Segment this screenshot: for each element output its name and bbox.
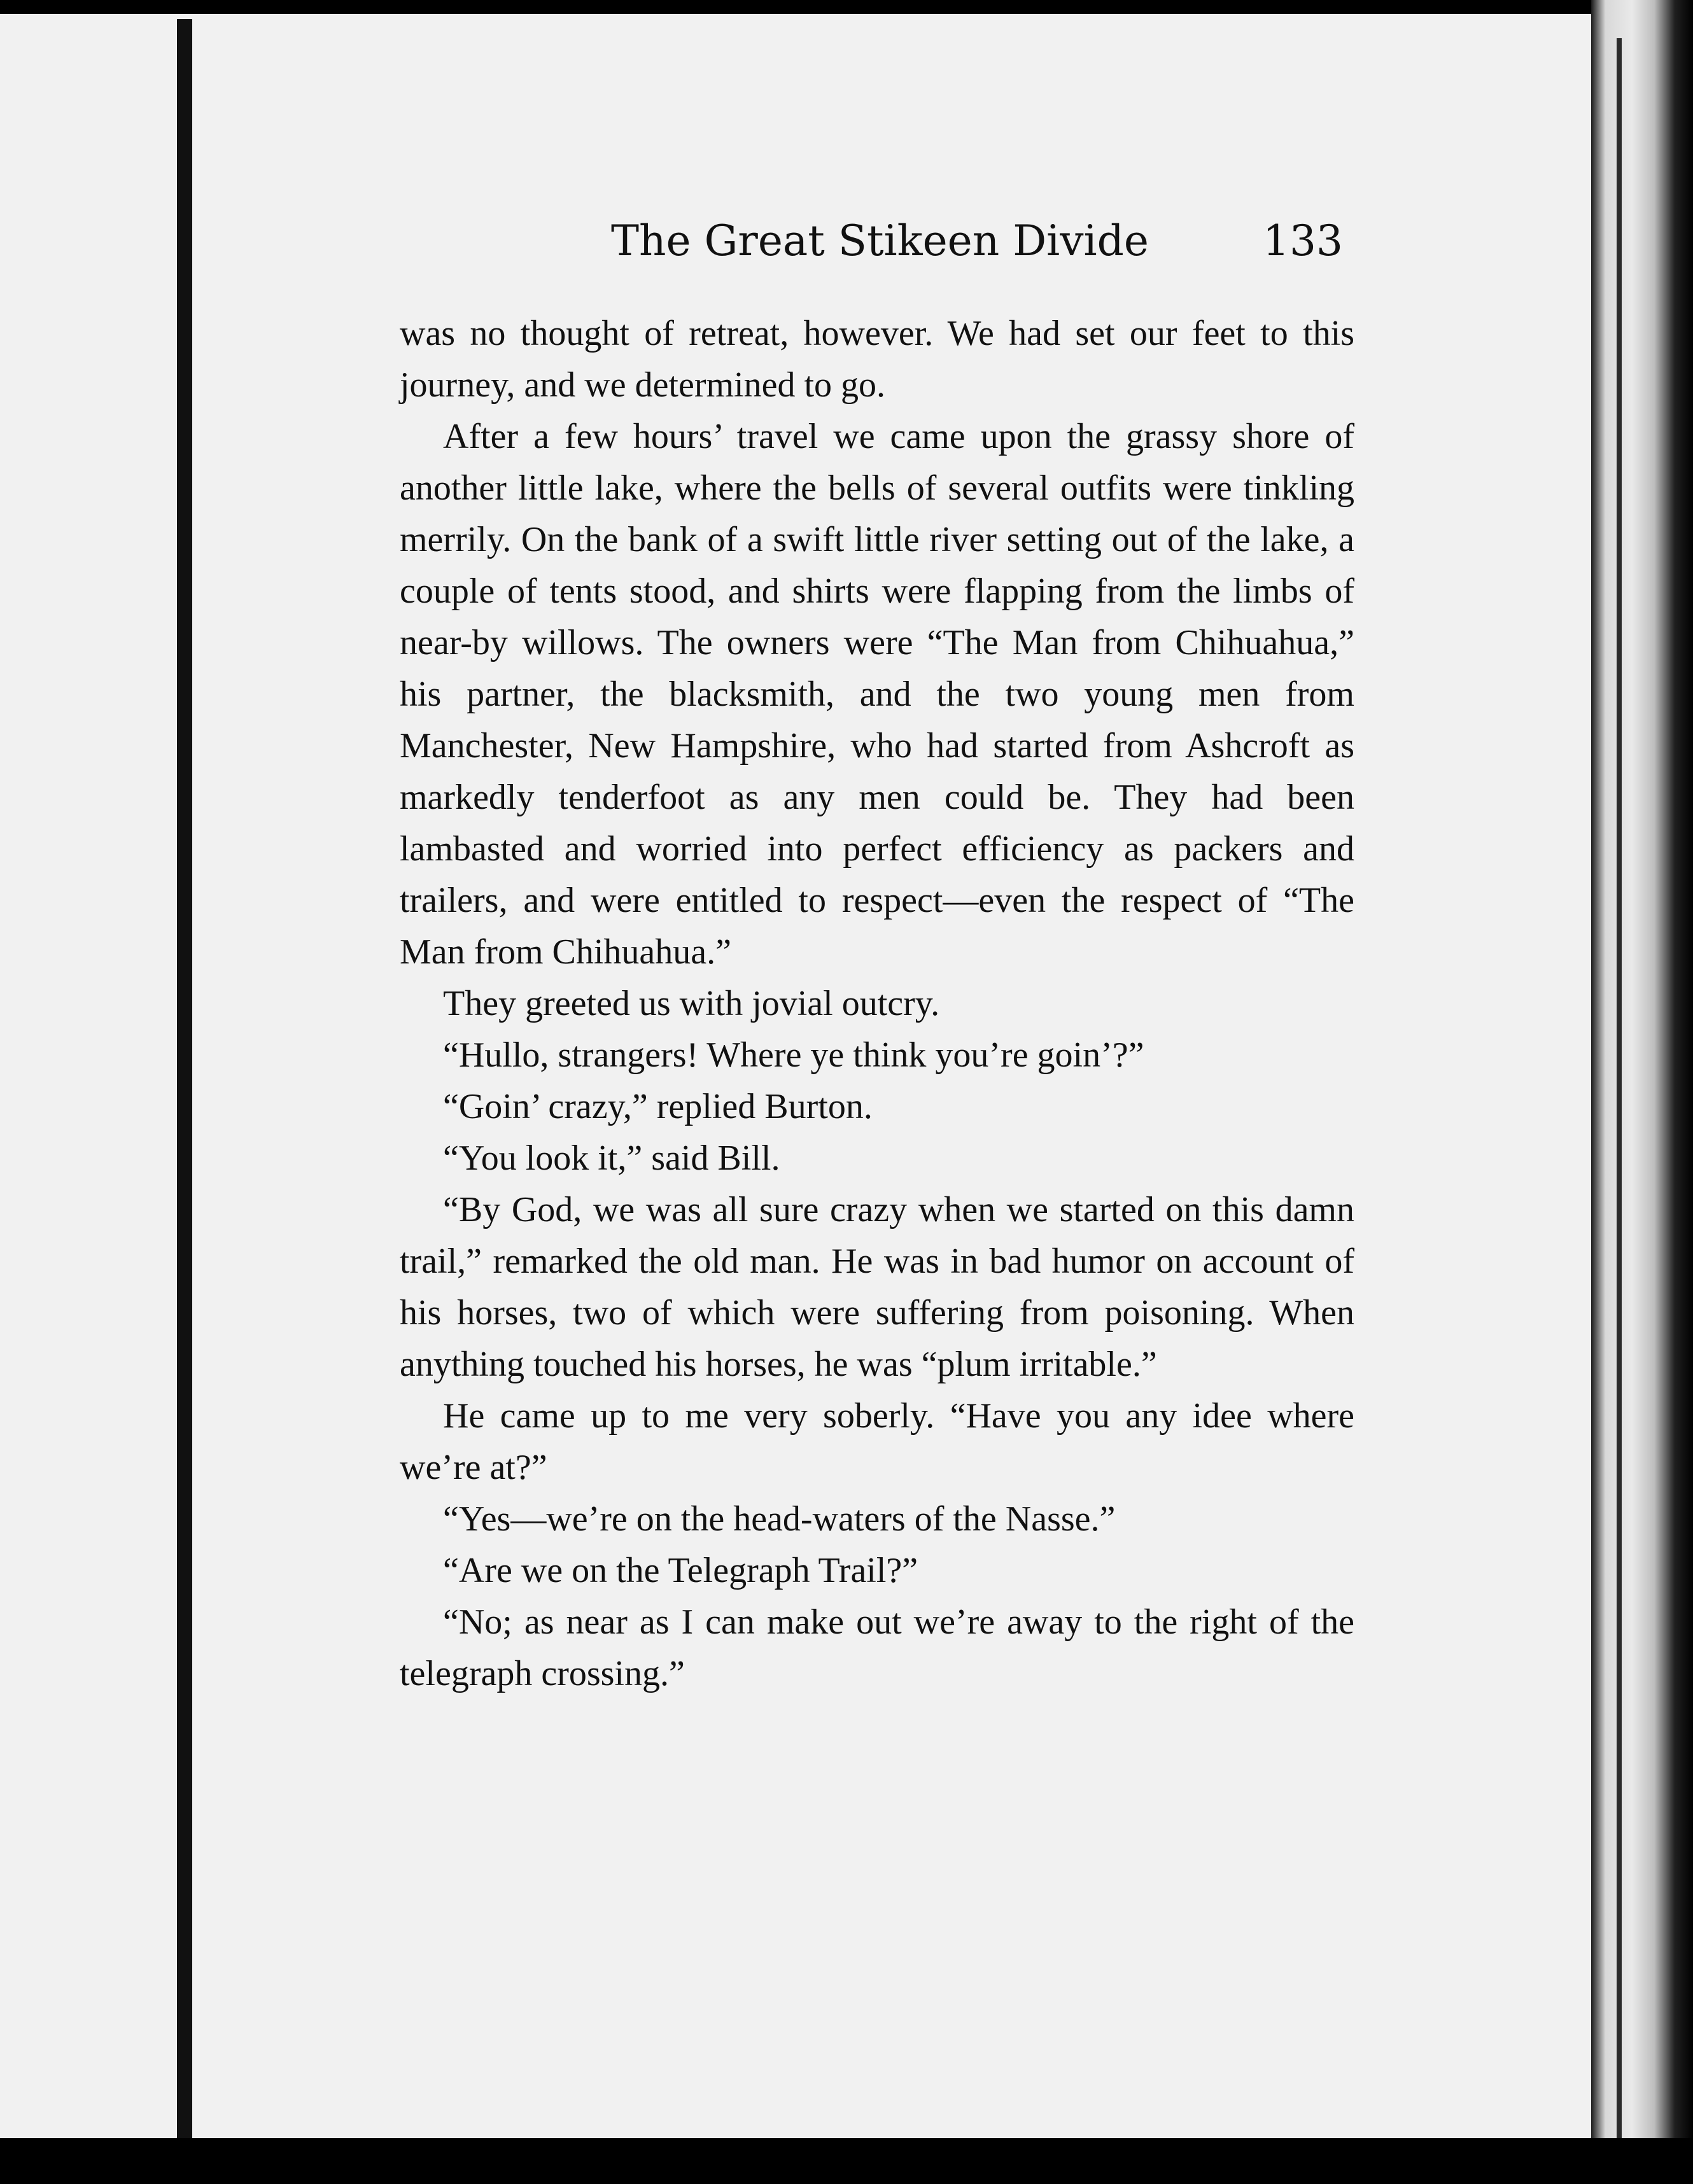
paragraph: “By God, we was all sure crazy when we started on this damn trail,” remarked the old man. He was in bad humor on account of his horses, two of which were suffering from poisoning. When anything touched his horses, he was “plum irritable.” <box>400 1190 1354 1384</box>
paragraph: “Yes—we’re on the head-waters of the Nasse.” <box>443 1499 1116 1539</box>
paragraph: “You look it,” said Bill. <box>443 1138 780 1178</box>
running-head <box>611 216 1343 286</box>
paragraph: “Goin’ crazy,” replied Burton. <box>443 1087 873 1126</box>
body-text <box>400 308 1354 1700</box>
paragraph: “No; as near as I can make out we’re away to the right of the telegraph crossing.” <box>400 1602 1354 1693</box>
paragraph: “Hullo, strangers! Where ye think you’re goin’?” <box>443 1035 1144 1075</box>
page-edge <box>1591 0 1693 2184</box>
paragraph: After a few hours’ travel we came upon the grassy shore of another little lake, where the bells of several outfits were tinkling merrily. On the bank of a swift little river setting out of the lake, a couple of tents stood, and shirts were flapping from the limbs of near-by willows. The owners were “The Man from Chihuahua,” his partner, the blacksmith, and the two young men from Manchester, New Hampshire, who had started from Ashcroft as markedly tenderfoot as any men could be. They had been lambasted and worried into perfect efficiency as packers and trailers, and were entitled to respect—even the respect of “The Man from Chihuahua.” <box>400 417 1354 972</box>
page-number: 133 <box>1263 216 1343 265</box>
bottom-border <box>0 2138 1693 2184</box>
running-head-title: The Great Stikeen Divide <box>611 216 1149 265</box>
paragraph: He came up to me very soberly. “Have you any idee where we’re at?” <box>400 1396 1354 1487</box>
paragraph: They greeted us with jovial outcry. <box>443 984 940 1023</box>
page-edge-shadow <box>1617 38 1622 2138</box>
gutter-line <box>177 19 192 2145</box>
paragraph: was no thought of retreat, however. We had set our feet to this journey, and we determined to go. <box>400 314 1354 405</box>
paragraph: “Are we on the Telegraph Trail?” <box>443 1551 918 1590</box>
